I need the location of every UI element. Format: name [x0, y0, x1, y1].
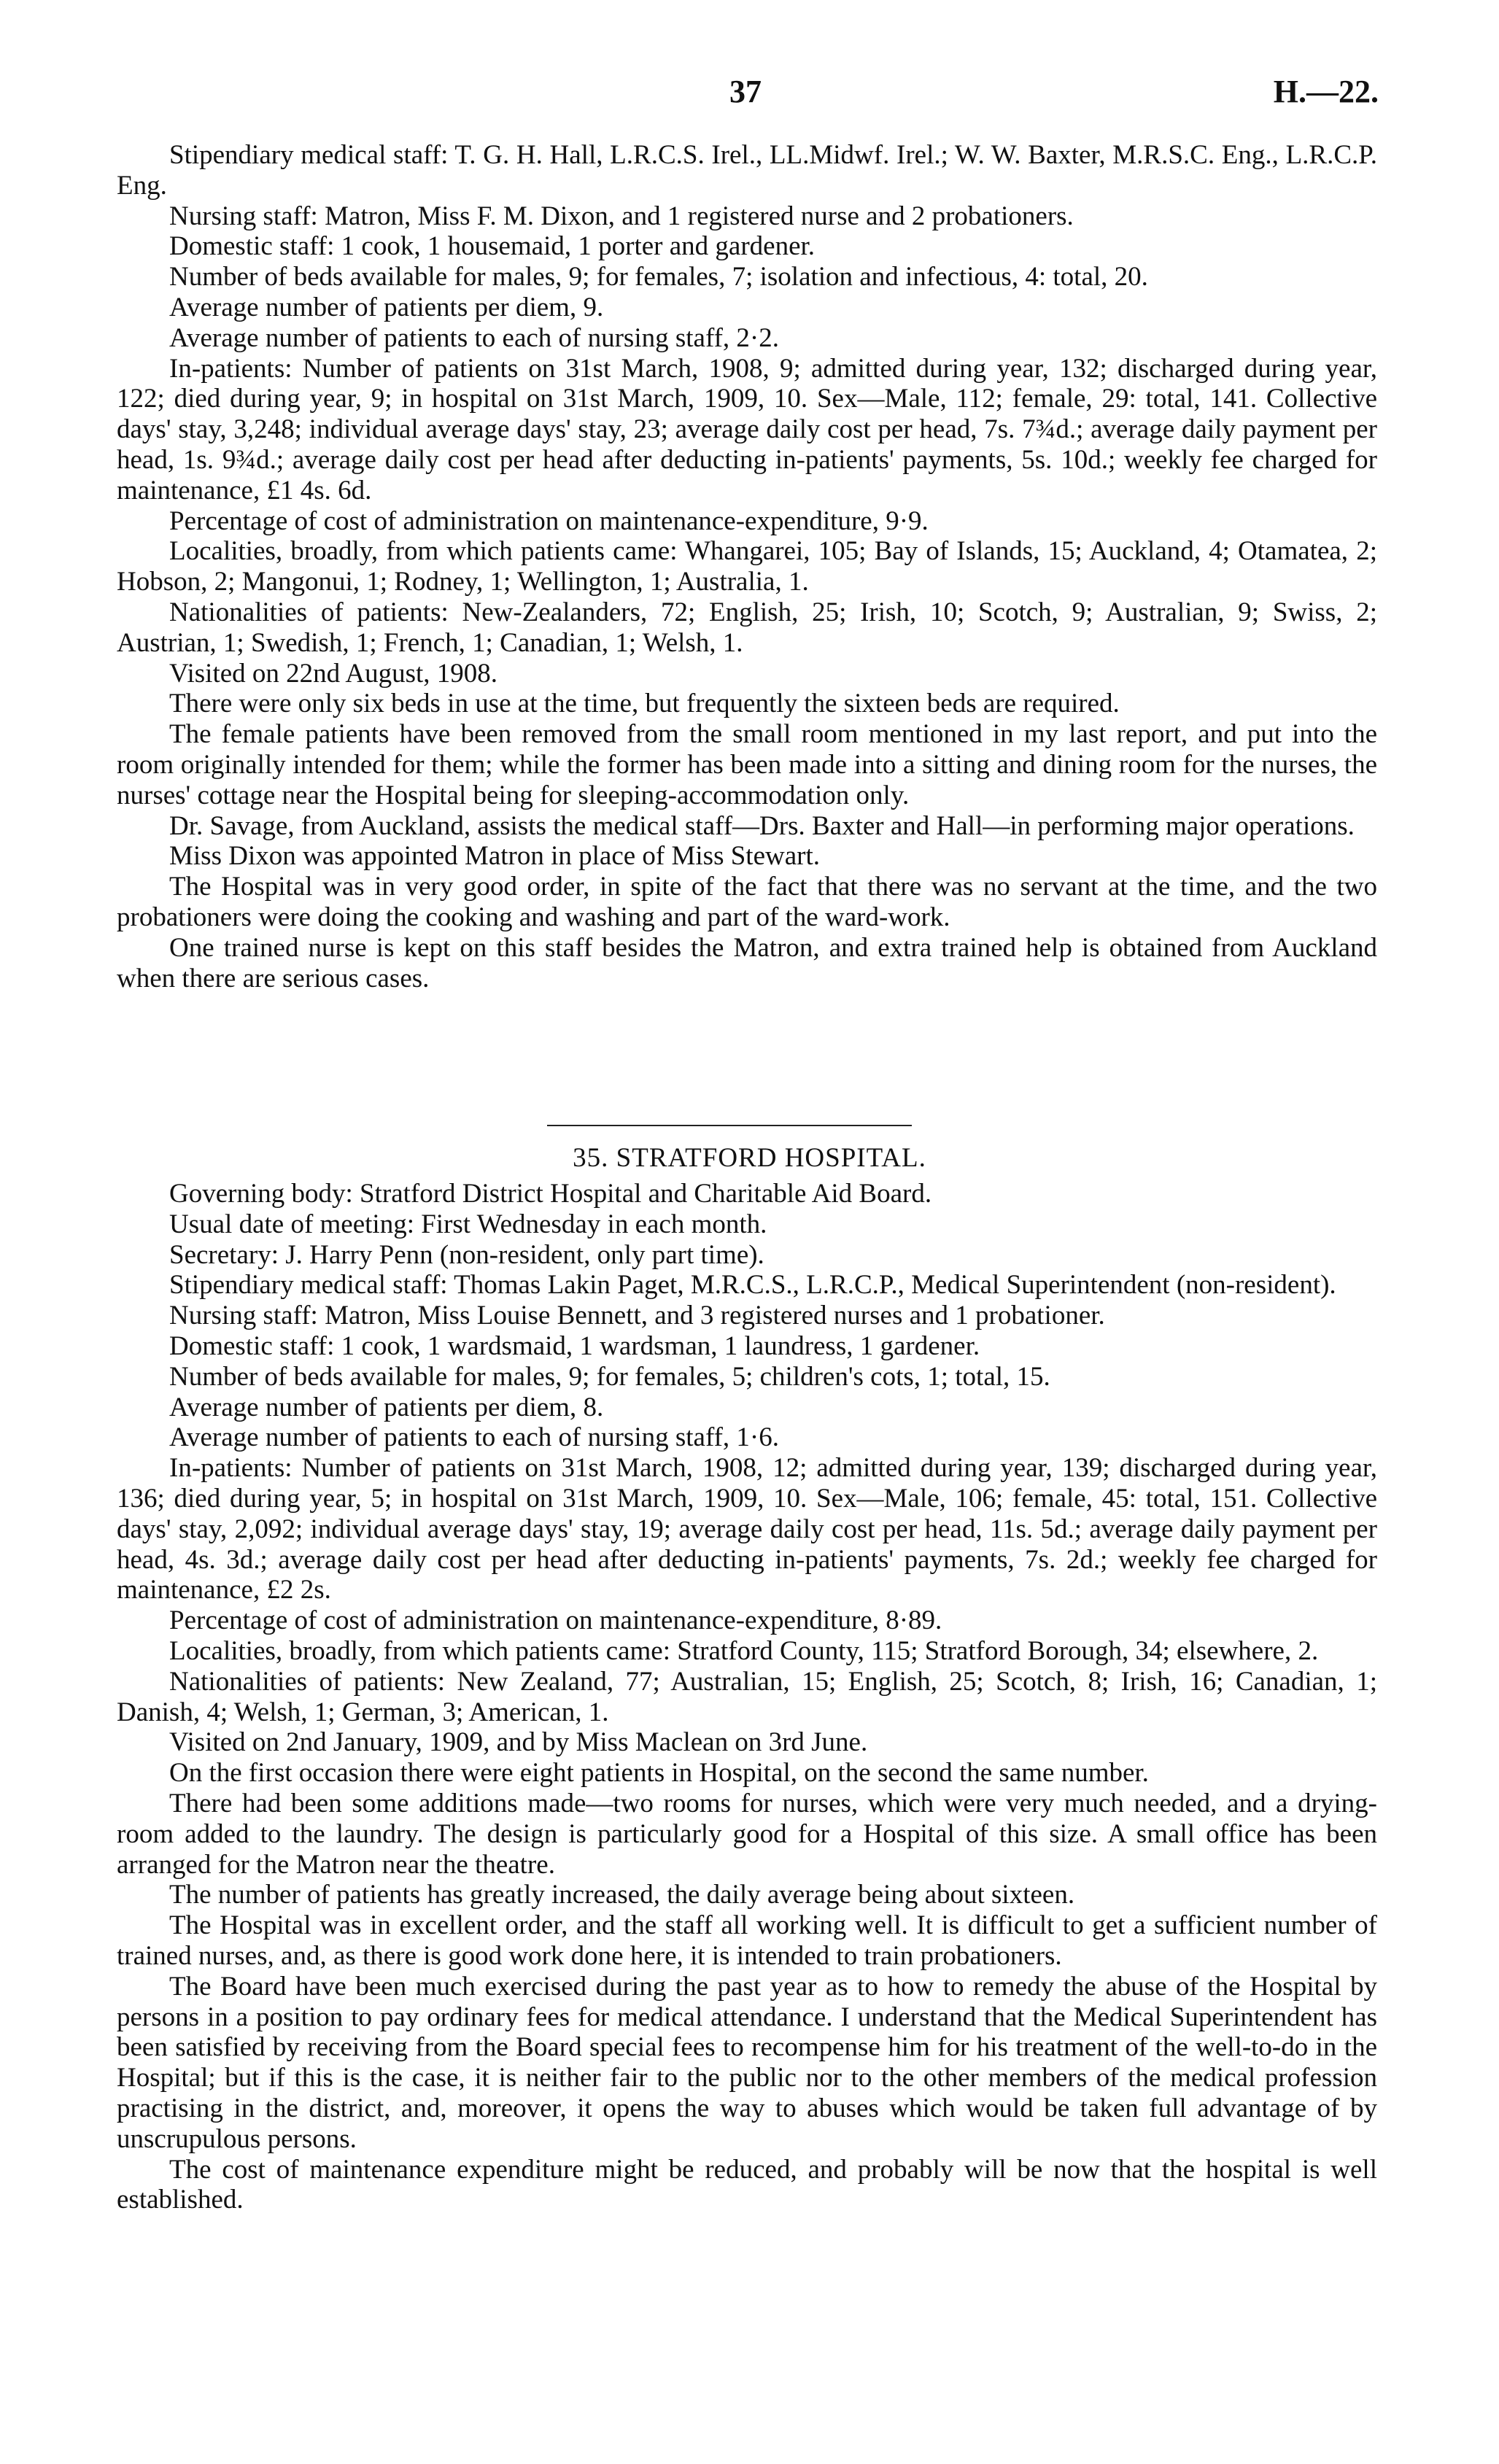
paragraph: Number of beds available for males, 9; for females, 5; children's cots, 1; total, 15.	[169, 1361, 1050, 1392]
paragraph: There were only six beds in use at the time, but frequently the sixteen beds are required.	[169, 689, 1120, 719]
paragraph: Dr. Savage, from Auckland, assists the medical staff—Drs. Baxter and Hall—in performing major operations.	[169, 810, 1355, 841]
paragraph: On the first occasion there were eight patients in Hospital, on the second the same number.	[169, 1758, 1149, 1789]
section-divider	[547, 1125, 912, 1126]
paragraph: Percentage of cost of administration on maintenance-expenditure, 8·89.	[169, 1605, 942, 1636]
page-number: 37	[729, 74, 762, 109]
paragraph: Average number of patients to each of nursing staff, 2·2.	[169, 322, 780, 353]
paragraph: One trained nurse is kept on this staff besides the Matron, and extra trained help is obtained from Auckland when there are serious cases.	[117, 932, 1377, 993]
paragraph: Average number of patients per diem, 9.	[169, 292, 604, 322]
paragraph: Visited on 22nd August, 1908.	[169, 658, 498, 689]
paragraph: Stipendiary medical staff: Thomas Lakin Paget, M.R.C.S., L.R.C.P., Medical Superintendent (non-resident).	[169, 1270, 1336, 1301]
paragraph: Stipendiary medical staff: T. G. H. Hall, L.R.C.S. Irel., LL.Midwf. Irel.; W. W. Baxter, M.R.S.C. Eng., L.R.C.P. Eng.	[117, 140, 1377, 201]
paragraph: The Board have been much exercised during the past year as to how to remedy the abuse of the Hospital by persons in a position to pay ordinary fees for medical attendance. I understand that the Medical Superintendent has been satisfied by receiving from the Board special fees to recompense him for his treatment of the well-to-do in the Hospital; but if this is the case, it is neither fair to the public nor to the other members of the medical profession practising in the district, and, moreover, it opens the way to abuses which would be taken full advantage of by unscrupulous persons.	[117, 1971, 1377, 2154]
section-stratford-hospital	[117, 1179, 1377, 2215]
paragraph: Average number of patients to each of nursing staff, 1·6.	[169, 1422, 780, 1453]
document-reference: H.—22.	[1273, 74, 1379, 109]
paragraph: The number of patients has greatly increased, the daily average being about sixteen.	[169, 1880, 1075, 1910]
section-heading: 35. STRATFORD HOSPITAL.	[573, 1143, 926, 1173]
paragraph: Localities, broadly, from which patients came: Stratford County, 115; Stratford Borough, 34; elsewhere, 2.	[169, 1635, 1319, 1666]
paragraph: Governing body: Stratford District Hospital and Charitable Aid Board.	[169, 1179, 932, 1209]
paragraph: Domestic staff: 1 cook, 1 wardsmaid, 1 wardsman, 1 laundress, 1 gardener.	[169, 1330, 980, 1361]
paragraph: Miss Dixon was appointed Matron in place of Miss Stewart.	[169, 841, 820, 872]
paragraph: Localities, broadly, from which patients came: Whangarei, 105; Bay of Islands, 15; Auckland, 4; Otamatea, 2; Hobson, 2; Mangonui, 1; Rodney, 1; Wellington, 1; Australia, 1.	[117, 536, 1377, 597]
paragraph: In-patients: Number of patients on 31st March, 1908, 9; admitted during year, 132; discharged during year, 122; died during year, 9; in hospital on 31st March, 1909, 10. Sex—Male, 112; female, 29: total, 141. Collective days' stay, 3,248; individual average days' stay, 23; average daily cost per head, 7s. 7¾d.; average daily payment per head, 1s. 9¾d.; average daily cost per head after deducting in-patients' payments, 5s. 10d.; weekly fee charged for maintenance, £1 4s. 6d.	[117, 353, 1377, 505]
paragraph: Usual date of meeting: First Wednesday in each month.	[169, 1209, 767, 1239]
paragraph: Average number of patients per diem, 8.	[169, 1392, 604, 1422]
paragraph: Number of beds available for males, 9; for females, 7; isolation and infectious, 4: total, 20.	[169, 262, 1148, 292]
paragraph: The Hospital was in excellent order, and the staff all working well. It is difficult to get a sufficient number of trained nurses, and, as there is good work done here, it is intended to train probationers.	[117, 1910, 1377, 1971]
paragraph: Secretary: J. Harry Penn (non-resident, only part time).	[169, 1239, 764, 1270]
paragraph: Percentage of cost of administration on maintenance-expenditure, 9·9.	[169, 505, 929, 536]
paragraph: Nationalities of patients: New-Zealanders, 72; English, 25; Irish, 10; Scotch, 9; Australian, 9; Swiss, 2; Austrian, 1; Swedish, 1; French, 1; Canadian, 1; Welsh, 1.	[117, 597, 1377, 658]
paragraph: Nursing staff: Matron, Miss F. M. Dixon, and 1 registered nurse and 2 probationers.	[169, 201, 1074, 231]
paragraph: The Hospital was in very good order, in spite of the fact that there was no servant at the time, and the two probationers were doing the cooking and washing and part of the ward-work.	[117, 872, 1377, 932]
paragraph: The cost of maintenance expenditure might be reduced, and probably will be now that the hospital is well established.	[117, 2154, 1377, 2215]
paragraph: The female patients have been removed from the small room mentioned in my last report, and put into the room originally intended for them; while the former has been made into a sitting and dining room for the nurses, the nurses' cottage near the Hospital being for sleeping-accommodation only.	[117, 719, 1377, 810]
paragraph: Nursing staff: Matron, Miss Louise Bennett, and 3 registered nurses and 1 probationer.	[169, 1301, 1105, 1331]
paragraph: Visited on 2nd January, 1909, and by Miss Maclean on 3rd June.	[169, 1727, 868, 1758]
paragraph: Domestic staff: 1 cook, 1 housemaid, 1 porter and gardener.	[169, 231, 816, 262]
paragraph: Nationalities of patients: New Zealand, 77; Australian, 15; English, 25; Scotch, 8; Irish, 16; Canadian, 1; Danish, 4; Welsh, 1; German, 3; American, 1.	[117, 1666, 1377, 1727]
paragraph: There had been some additions made—two rooms for nurses, which were very much needed, and a drying-room added to the laundry. The design is particularly good for a Hospital of this size. A small office has been arranged for the Matron near the theatre.	[117, 1788, 1377, 1880]
section-previous-hospital	[117, 140, 1377, 993]
paragraph: In-patients: Number of patients on 31st March, 1908, 12; admitted during year, 139; discharged during year, 136; died during year, 5; in hospital on 31st March, 1909, 10. Sex—Male, 106; female, 45: total, 151. Collective days' stay, 2,092; individual average days' stay, 19; average daily cost per head, 11s. 5d.; average daily payment per head, 4s. 3d.; average daily cost per head after deducting in-patients' payments, 7s. 2d.; weekly fee charged for maintenance, £2 2s.	[117, 1453, 1377, 1605]
